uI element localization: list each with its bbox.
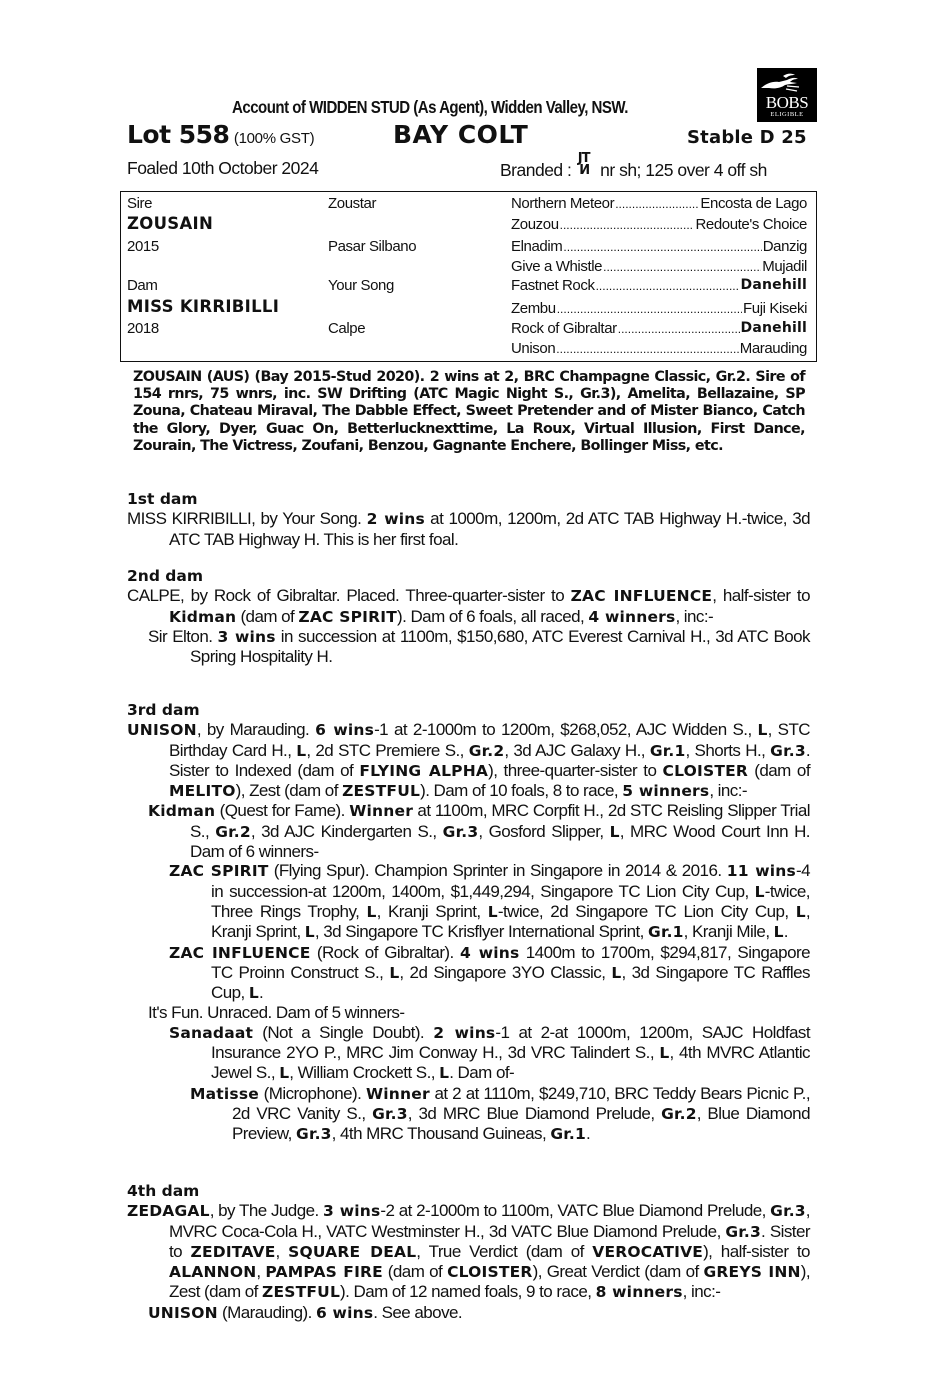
logo-text: BOBS xyxy=(765,93,809,112)
section-heading: 2nd dam xyxy=(127,567,204,585)
bold-text: L xyxy=(279,1064,290,1083)
bold-text: UNISON xyxy=(148,1303,218,1322)
dam-dam: Calpe xyxy=(328,320,366,337)
text: , 4th MVRC Atlantic Jewel S., xyxy=(211,1043,810,1083)
gen3-right: Danzig xyxy=(762,238,807,255)
bold-text: FLYING ALPHA xyxy=(359,761,489,780)
bold-text: Gr.2 xyxy=(661,1104,697,1123)
dam-label: Dam xyxy=(127,277,158,294)
progeny-entry xyxy=(127,1023,810,1084)
stable-location: Stable D 25 xyxy=(687,127,807,148)
gen3-row xyxy=(511,238,807,255)
gen3-right: Fuji Kiseki xyxy=(743,300,807,317)
text: -1 at 2-1000m to 1200m, $268,052, AJC Widden S., xyxy=(374,720,758,740)
logo-subtext: ELIGIBLE xyxy=(770,111,804,118)
text: . xyxy=(783,922,788,942)
bold-text: L xyxy=(304,923,315,942)
bold-text: VEROCATIVE xyxy=(592,1242,704,1261)
sire-dam: Pasar Silbano xyxy=(328,238,417,255)
text: . xyxy=(585,1124,591,1144)
text: , xyxy=(275,1241,289,1261)
gen3-right: Redoute's Choice xyxy=(695,216,807,233)
text: , Shorts H., xyxy=(685,740,771,760)
gen3-row xyxy=(511,340,807,357)
bold-text: 3 wins xyxy=(217,627,276,646)
bobs-eligible-logo xyxy=(757,68,817,122)
sire-year: 2015 xyxy=(127,238,159,255)
text: (Rock of Gibraltar). xyxy=(310,942,461,962)
brand-info xyxy=(500,151,767,181)
gen3-left: Unison xyxy=(511,340,556,357)
bold-text: CLOISTER xyxy=(447,1263,533,1282)
text: -1 at 2-at 1000m, 1200m, SAJC Holdfast Insurance 2YO P., MRC Jim Conway H., 3d VRC Talindert S., xyxy=(211,1022,811,1063)
bold-text: Gr.1 xyxy=(649,741,686,760)
brand-mark-icon xyxy=(577,151,594,180)
leader-dots xyxy=(596,277,740,294)
gen3-left: Zembu xyxy=(511,300,556,317)
second-dam-section xyxy=(127,567,810,666)
text: , by Marauding. xyxy=(196,720,316,740)
text: at 1000m, 1200m, 2d ATC TAB Highway H.-twice, 3d ATC TAB Highway H. This is her first foal. xyxy=(169,509,810,549)
leader-dots xyxy=(556,340,738,357)
bold-text: L xyxy=(487,902,498,921)
text: , MRC Wood Court Inn H. Dam of 6 winners- xyxy=(190,821,810,862)
text: , 3d AJC Galaxy H., xyxy=(504,740,650,760)
text: It's Fun. Unraced. Dam of 5 winners- xyxy=(148,1003,405,1023)
bold-text: L xyxy=(248,984,259,1003)
leader-dots xyxy=(615,195,699,212)
gst-note: (100% GST) xyxy=(233,130,315,147)
text: ). Dam of 10 foals, 8 to race, xyxy=(420,781,623,801)
progeny-entry xyxy=(127,861,810,942)
leader-dots xyxy=(618,320,740,337)
bold-text: Gr.3 xyxy=(372,1104,408,1123)
section-heading: 1st dam xyxy=(127,490,198,508)
bold-text: ZESTFUL xyxy=(262,1283,341,1302)
gen3-row xyxy=(511,300,807,317)
sire-summary: ZOUSAIN (AUS) (Bay 2015-Stud 2020). 2 wins at 2, BRC Champagne Classic, Gr.2. Sire of 154 rnrs, 75 wnrs, inc. SW Drifting (ATC Magic Night S., Gr.3), Amelita, Bellazaine, SP Zouna, Chateau Miraval, The Dabble Effect, Sweet Pretender and of Mister Bianco, Catch the Glory, Dyer, Guac On, Betterlucknexttime, La Roux, Virtual Illusion, First Dance, Zourain, The Victress, Zoufani, Benzou, Gagnante Enchere, Bollinger Miss, etc. xyxy=(133,369,805,454)
text: at 2 at 1110m, $249,710, BRC Teddy Bears Picnic P., 2d VRC Vanity S., xyxy=(232,1083,810,1123)
sire-label: Sire xyxy=(127,195,153,212)
bold-text: Gr.3 xyxy=(725,1222,762,1241)
brand-top: JT xyxy=(577,151,590,166)
text: . Dam of- xyxy=(449,1063,515,1083)
sire-sire: Zoustar xyxy=(328,195,377,212)
bold-text: 4 winners xyxy=(588,607,676,626)
third-dam-section xyxy=(127,701,810,1145)
gen3-left: Northern Meteor xyxy=(511,195,615,212)
sire-name: ZOUSAIN xyxy=(127,214,214,233)
text: -twice, Three Rings Trophy, xyxy=(211,881,810,921)
progeny-entry xyxy=(127,1084,810,1145)
dam-paragraph xyxy=(127,586,810,627)
first-dam-section xyxy=(127,490,810,549)
text: , 2d Singapore 3YO Classic, xyxy=(399,962,612,982)
bold-text: 6 wins xyxy=(315,1303,374,1322)
text: , 3d AJC Kindergarten S., xyxy=(250,821,443,841)
bold-text: Kidman xyxy=(169,607,237,626)
bold-text: Sanadaat xyxy=(169,1023,254,1042)
bold-text: L xyxy=(439,1064,450,1083)
bold-text: Gr.3 xyxy=(770,1202,806,1221)
text: . Sister to Indexed (dam of xyxy=(169,740,810,780)
horse-head-icon xyxy=(757,71,801,95)
bold-text: 2 wins xyxy=(366,510,425,529)
dam-paragraph xyxy=(127,720,810,801)
text: , 4th MRC Thousand Guineas, xyxy=(331,1124,551,1144)
text: , 3d MRC Blue Diamond Prelude, xyxy=(407,1103,662,1123)
text: (Quest for Fame). xyxy=(215,801,350,821)
text: . xyxy=(258,983,264,1003)
bold-text: 5 winners xyxy=(622,782,710,801)
bold-text: Gr.2 xyxy=(468,741,505,760)
text: ). Dam of 6 foals, all raced, xyxy=(396,606,589,626)
text: Sir Elton. xyxy=(148,626,218,646)
text: (dam of xyxy=(382,1262,448,1282)
fourth-dam-section xyxy=(127,1182,810,1323)
bold-text: ZAC INFLUENCE xyxy=(570,587,713,606)
bold-text: 11 wins xyxy=(726,862,796,881)
text: -4 in succession-at 1200m, 1400m, $1,449,294, Singapore TC Lion City Cup, xyxy=(211,861,810,901)
bold-text: ZAC SPIRIT xyxy=(169,862,269,881)
text: , MVRC Coca-Cola H., VATC Westminster H., 3d VATC Blue Diamond Prelude, xyxy=(169,1201,810,1241)
gen3-left: Rock of Gibraltar xyxy=(511,320,617,337)
progeny-entry xyxy=(127,801,810,861)
bold-text: 8 winners xyxy=(595,1283,683,1302)
text: , Blue Diamond Preview, xyxy=(232,1103,810,1144)
bold-text: PAMPAS FIRE xyxy=(265,1263,383,1282)
bold-text: Gr.3 xyxy=(442,822,479,841)
bold-text: GREYS INN xyxy=(703,1263,801,1282)
bold-text: Winner xyxy=(349,802,414,821)
sex-colour: BAY COLT xyxy=(393,120,529,149)
text: ), three-quarter-sister to xyxy=(488,760,663,780)
text: CALPE, by Rock of Gibraltar. Placed. Three-quarter-sister to xyxy=(127,586,571,606)
section-heading: 4th dam xyxy=(127,1182,200,1200)
bold-text: L xyxy=(611,963,622,982)
bold-text: L xyxy=(773,923,784,942)
text: , 3d Singapore TC Krisflyer International Sprint, xyxy=(314,922,649,942)
branded-label: Branded : xyxy=(500,160,572,180)
bold-text: ALANNON xyxy=(169,1263,257,1282)
text: , Kranji Mile, xyxy=(683,922,774,942)
bold-text: Gr.3 xyxy=(296,1125,332,1144)
bold-text: 6 wins xyxy=(315,721,375,740)
dam-sire: Your Song xyxy=(328,277,394,294)
branded-detail: nr sh; 125 over 4 off sh xyxy=(600,160,767,180)
bold-text: L xyxy=(366,902,377,921)
dam-paragraph xyxy=(127,509,810,549)
lot-label: Lot 558 xyxy=(127,120,230,149)
bold-text: Kidman xyxy=(148,802,216,821)
text: 1400m to 1700m, $294,817, Singapore TC Proinn Construct S., xyxy=(211,942,810,982)
text: (dam of xyxy=(236,606,299,626)
bold-text: L xyxy=(296,741,307,760)
bold-text: Gr.1 xyxy=(648,923,684,942)
bold-text: Gr.2 xyxy=(215,822,251,841)
gen3-right: Marauding xyxy=(739,340,807,357)
text: at 1100m, MRC Corpfit H., 2d STC Reisling Slipper Trial S., xyxy=(190,801,810,841)
bold-text: L xyxy=(609,822,620,841)
text: , inc:- xyxy=(682,1282,721,1302)
text: , 3d Singapore TC Raffles Cup, xyxy=(211,962,810,1003)
bold-text: L xyxy=(795,902,806,921)
text: (Microphone). xyxy=(258,1083,366,1103)
text: , Kranji Sprint, xyxy=(376,901,488,921)
text: , Kranji Sprint, xyxy=(211,901,810,942)
vendor-account: Account of WIDDEN STUD (As Agent), Widden Valley, NSW. xyxy=(232,97,628,117)
gen3-row xyxy=(511,195,807,212)
gen3-right: Danehill xyxy=(740,277,807,293)
gen3-row xyxy=(511,320,807,337)
text: , inc:- xyxy=(675,606,714,626)
text: , by The Judge. xyxy=(209,1201,323,1221)
text: , xyxy=(256,1262,266,1282)
gen3-row xyxy=(511,277,807,294)
text: in succession at 1100m, $150,680, ATC Everest Carnival H., 3d ATC Book Spring Hospitality H. xyxy=(190,626,810,667)
leader-dots xyxy=(603,258,761,275)
text: ), Great Verdict (dam of xyxy=(532,1262,704,1282)
bold-text: 3 wins xyxy=(322,1202,381,1221)
gen3-right: Mujadil xyxy=(762,258,807,275)
text: ), Zest (dam of xyxy=(169,1262,810,1302)
bold-text: 4 wins xyxy=(460,943,520,962)
bold-text: ZEDITAVE xyxy=(190,1242,276,1261)
text: , STC Birthday Card H., xyxy=(169,720,810,760)
bold-text: ZESTFUL xyxy=(342,782,421,801)
progeny-entry xyxy=(127,627,810,667)
text: ), half-sister to xyxy=(703,1241,810,1261)
bold-text: MELITO xyxy=(169,782,236,801)
text: , 2d STC Premiere S., xyxy=(306,740,469,760)
text: (dam of xyxy=(748,760,810,780)
bold-text: SQUARE DEAL xyxy=(288,1242,417,1261)
lot-number xyxy=(127,120,314,149)
text: , William Crockett S., xyxy=(289,1063,440,1083)
gen3-left: Fastnet Rock xyxy=(511,277,595,294)
text: . Sister to xyxy=(169,1221,810,1261)
gen3-right: Encosta de Lago xyxy=(700,195,807,212)
text: ). Dam of 12 named foals, 9 to race, xyxy=(340,1282,596,1302)
gen3-right: Danehill xyxy=(740,320,807,336)
leader-dots xyxy=(557,300,742,317)
dam-name: MISS KIRRIBILLI xyxy=(127,297,280,316)
text: -twice, 2d Singapore TC Lion City Cup, xyxy=(497,901,796,921)
gen3-left: Zouzou xyxy=(511,216,559,233)
bold-text: ZAC SPIRIT xyxy=(298,607,397,626)
progeny-entry xyxy=(127,943,810,1004)
text: (Flying Spur). Champion Sprinter in Singapore in 2014 & 2016. xyxy=(268,861,727,881)
text: MISS KIRRIBILLI, by Your Song. xyxy=(127,509,367,529)
bold-text: ZAC INFLUENCE xyxy=(169,943,311,962)
gen3-row xyxy=(511,216,807,233)
leader-dots xyxy=(563,238,761,255)
gen3-row xyxy=(511,258,807,275)
bold-text: Gr.1 xyxy=(550,1125,586,1144)
bold-text: L xyxy=(659,1044,670,1063)
dam-paragraph xyxy=(127,1201,810,1302)
text: , inc:- xyxy=(709,781,748,801)
leader-dots xyxy=(560,216,695,233)
text: , True Verdict (dam of xyxy=(416,1241,593,1261)
gen3-left: Elnadim xyxy=(511,238,563,255)
bold-text: Gr.3 xyxy=(770,741,806,760)
text: , half-sister to xyxy=(712,586,811,606)
progeny-entry xyxy=(127,1303,810,1323)
bold-text: UNISON xyxy=(127,721,197,740)
section-heading: 3rd dam xyxy=(127,701,200,719)
text: -2 at 2-1000m to 1100m, VATC Blue Diamond Prelude, xyxy=(380,1201,771,1221)
bold-text: L xyxy=(754,882,765,901)
dam-year: 2018 xyxy=(127,320,159,337)
bold-text: L xyxy=(389,963,400,982)
text: ), Zest (dam of xyxy=(235,781,343,801)
bold-text: CLOISTER xyxy=(662,761,749,780)
bold-text: Winner xyxy=(365,1084,430,1103)
bold-text: Matisse xyxy=(190,1084,259,1103)
brand-bottom: N xyxy=(578,163,590,178)
text: (Marauding). xyxy=(217,1302,316,1322)
bold-text: L xyxy=(757,721,768,740)
text: . See above. xyxy=(373,1302,463,1322)
progeny-entry xyxy=(127,1003,810,1022)
bold-text: ZEDAGAL xyxy=(127,1202,210,1221)
text: (Not a Single Doubt). xyxy=(253,1022,434,1042)
bold-text: 2 wins xyxy=(433,1023,496,1042)
foaled-date: Foaled 10th October 2024 xyxy=(127,158,319,178)
text: , Gosford Slipper, xyxy=(478,821,610,841)
gen3-left: Give a Whistle xyxy=(511,258,603,275)
